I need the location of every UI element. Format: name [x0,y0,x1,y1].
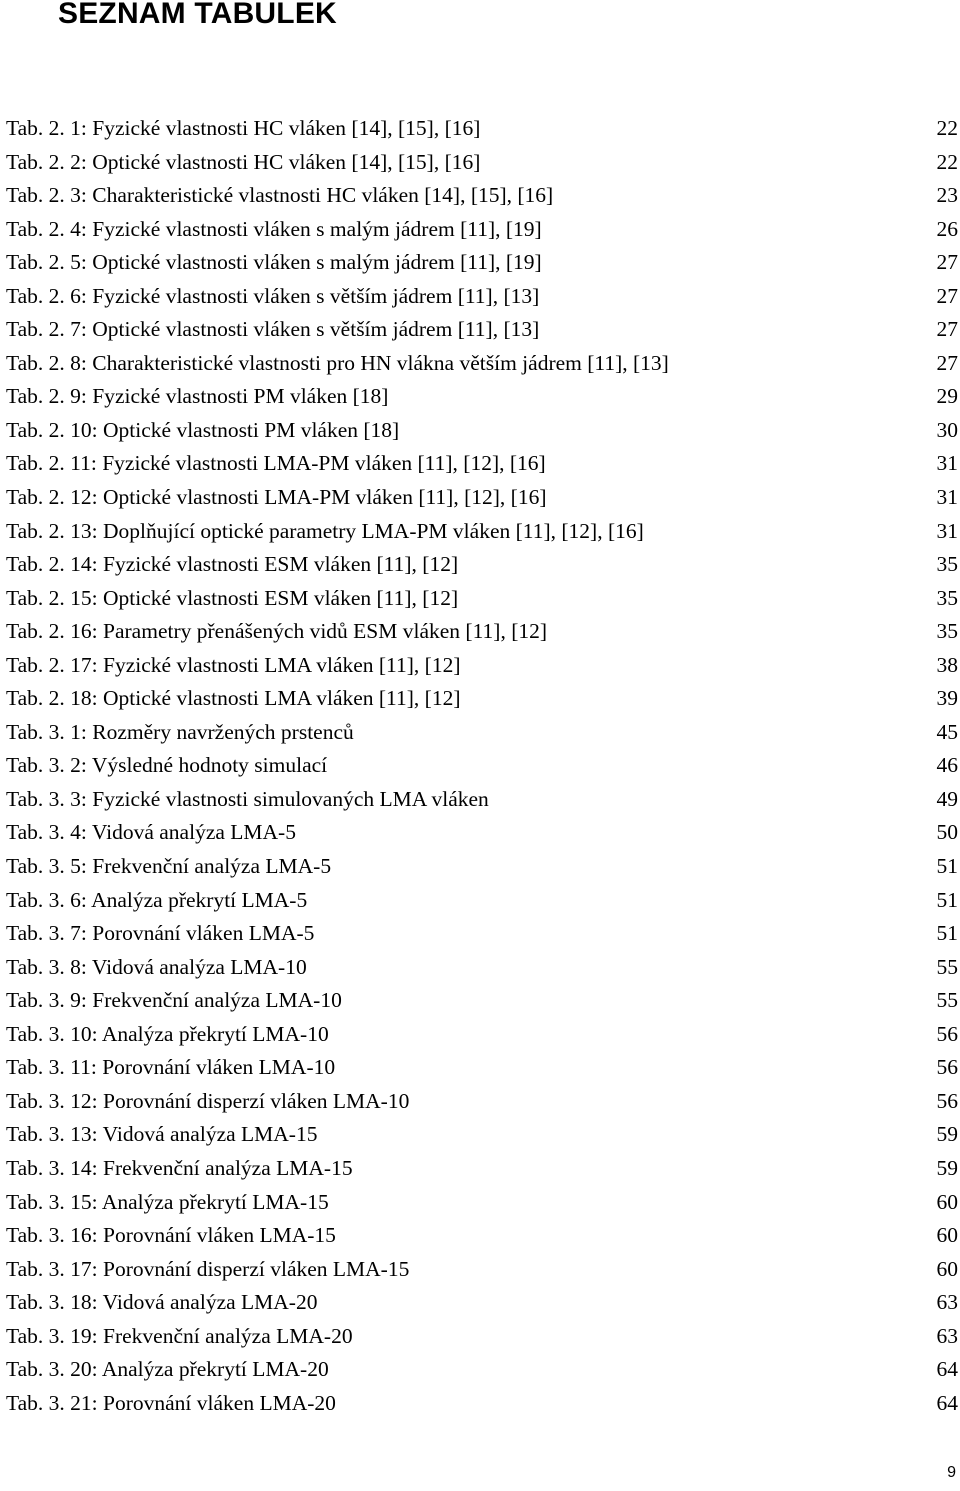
list-item[interactable] [0,951,960,985]
list-item[interactable] [0,1152,960,1186]
list-item-title: Tab. 3. 6: Analýza překrytí LMA-5 [6,887,308,912]
list-item[interactable] [0,146,960,180]
page-number: 9 [947,1464,956,1481]
list-item[interactable] [0,112,960,146]
list-item[interactable] [0,582,960,616]
list-item[interactable] [0,1387,960,1421]
list-item-page: 64 [936,1357,958,1382]
list-item[interactable] [0,213,960,247]
list-item-title: Tab. 3. 5: Frekvenční analýza LMA-5 [6,854,332,879]
list-item-page: 60 [936,1189,958,1214]
list-item-title: Tab. 2. 5: Optické vlastnosti vláken s malým jádrem [11], [19] [6,250,542,275]
list-item[interactable] [0,548,960,582]
list-item[interactable] [0,984,960,1018]
list-item-title: Tab. 3. 7: Porovnání vláken LMA-5 [6,921,315,946]
list-item-title: Tab. 2. 2: Optické vlastnosti HC vláken [14], [15], [16] [6,149,481,174]
list-item[interactable] [0,1186,960,1220]
list-item[interactable] [0,1219,960,1253]
list-item-title: Tab. 3. 19: Frekvenční analýza LMA-20 [6,1323,353,1348]
list-item-title: Tab. 3. 10: Analýza překrytí LMA-10 [6,1021,329,1046]
list-item[interactable] [0,481,960,515]
list-item[interactable] [0,515,960,549]
list-item-title: Tab. 2. 1: Fyzické vlastnosti HC vláken [14], [15], [16] [6,116,481,140]
list-item[interactable] [0,1018,960,1052]
list-item[interactable] [0,1051,960,1085]
list-item-page: 26 [936,216,958,241]
list-item-title: Tab. 2. 8: Charakteristické vlastnosti pro HN vlákna větším jádrem [11], [13] [6,350,669,375]
list-item-page: 63 [936,1290,958,1315]
list-item-page: 22 [936,149,958,174]
list-item-title: Tab. 3. 11: Porovnání vláken LMA-10 [6,1055,336,1080]
list-item[interactable] [0,850,960,884]
list-item-title: Tab. 2. 16: Parametry přenášených vidů ESM vláken [11], [12] [6,619,548,644]
list-item-page: 64 [936,1390,958,1415]
list-item[interactable] [0,615,960,649]
list-item[interactable] [0,716,960,750]
list-item-title: Tab. 2. 11: Fyzické vlastnosti LMA-PM vláken [11], [12], [16] [6,451,546,476]
list-item-title: Tab. 2. 15: Optické vlastnosti ESM vláken [11], [12] [6,585,459,610]
list-item-title: Tab. 3. 4: Vidová analýza LMA-5 [6,820,296,845]
list-item[interactable] [0,179,960,213]
list-item-title: Tab. 2. 3: Charakteristické vlastnosti HC vláken [14], [15], [16] [6,183,554,208]
list-item[interactable] [0,917,960,951]
list-item-page: 51 [936,854,958,879]
list-item[interactable] [0,884,960,918]
list-item-page: 56 [936,1021,958,1046]
list-item-page: 35 [936,619,958,644]
list-item-page: 31 [936,485,958,510]
list-item[interactable] [0,380,960,414]
list-item[interactable] [0,1353,960,1387]
list-item[interactable] [0,246,960,280]
list-item-title: Tab. 3. 17: Porovnání disperzí vláken LMA-15 [6,1256,410,1281]
list-item-page: 27 [936,283,958,308]
list-item[interactable] [0,447,960,481]
list-item-page: 60 [936,1223,958,1248]
list-item-title: Tab. 2. 13: Doplňující optické parametry LMA-PM vláken [11], [12], [16] [6,518,644,543]
list-item[interactable] [0,280,960,314]
list-item-page: 56 [936,1088,958,1113]
list-item[interactable] [0,816,960,850]
list-item-title: Tab. 3. 1: Rozměry navržených prstenců [6,719,354,744]
list-item-page: 63 [936,1323,958,1348]
list-item-page: 27 [936,317,958,342]
list-item-page: 29 [936,384,958,409]
list-item-title: Tab. 2. 10: Optické vlastnosti PM vláken [18] [6,417,400,442]
list-item-page: 27 [936,350,958,375]
list-item-title: Tab. 3. 15: Analýza překrytí LMA-15 [6,1189,329,1214]
list-item-title: Tab. 3. 12: Porovnání disperzí vláken LMA-10 [6,1088,410,1113]
list-item-page: 30 [936,417,958,442]
list-item-page: 51 [936,921,958,946]
list-item[interactable] [0,749,960,783]
list-item[interactable] [0,1320,960,1354]
list-item-title: Tab. 2. 7: Optické vlastnosti vláken s větším jádrem [11], [13] [6,317,540,342]
list-item-title: Tab. 3. 14: Frekvenční analýza LMA-15 [6,1155,353,1180]
list-item-title: Tab. 2. 9: Fyzické vlastnosti PM vláken [18] [6,384,389,409]
list-item[interactable] [0,1085,960,1119]
list-item-title: Tab. 3. 13: Vidová analýza LMA-15 [6,1122,318,1147]
list-item-title: Tab. 2. 18: Optické vlastnosti LMA vláken [11], [12] [6,686,461,711]
list-item[interactable] [0,1286,960,1320]
list-item-title: Tab. 2. 17: Fyzické vlastnosti LMA vláken [11], [12] [6,652,461,677]
list-item-page: 55 [936,988,958,1013]
list-item-page: 60 [936,1256,958,1281]
list-item-page: 31 [936,518,958,543]
list-item-page: 59 [936,1122,958,1147]
list-item[interactable] [0,783,960,817]
list-item-title: Tab. 3. 21: Porovnání vláken LMA-20 [6,1390,336,1415]
list-item-title: Tab. 3. 3: Fyzické vlastnosti simulovaných LMA vláken [6,786,489,811]
list-item[interactable] [0,414,960,448]
list-item[interactable] [0,347,960,381]
table-list [0,112,960,1420]
list-item[interactable] [0,649,960,683]
list-item[interactable] [0,1118,960,1152]
list-item-page: 35 [936,585,958,610]
list-item-page: 22 [936,116,958,140]
list-item-page: 49 [936,786,958,811]
list-item-page: 38 [936,652,958,677]
list-item-page: 56 [936,1055,958,1080]
list-item-page: 31 [936,451,958,476]
list-item-title: Tab. 3. 16: Porovnání vláken LMA-15 [6,1223,336,1248]
list-item-title: Tab. 2. 4: Fyzické vlastnosti vláken s malým jádrem [11], [19] [6,216,542,241]
list-item-title: Tab. 3. 9: Frekvenční analýza LMA-10 [6,988,342,1013]
list-item-title: Tab. 3. 2: Výsledné hodnoty simulací [6,753,328,778]
page-title: SEZNAM TABULEK [58,0,337,30]
list-item-page: 55 [936,954,958,979]
list-item-title: Tab. 3. 8: Vidová analýza LMA-10 [6,954,307,979]
list-item-title: Tab. 2. 6: Fyzické vlastnosti vláken s větším jádrem [11], [13] [6,283,540,308]
list-item-page: 51 [936,887,958,912]
list-item-page: 50 [936,820,958,845]
list-item-page: 46 [936,753,958,778]
list-item-page: 35 [936,552,958,577]
list-item[interactable] [0,1253,960,1287]
list-item-page: 45 [936,719,958,744]
list-item[interactable] [0,682,960,716]
list-item-page: 27 [936,250,958,275]
list-item-title: Tab. 2. 12: Optické vlastnosti LMA-PM vláken [11], [12], [16] [6,485,547,510]
list-item-title: Tab. 2. 14: Fyzické vlastnosti ESM vláken [11], [12] [6,552,459,577]
list-item-title: Tab. 3. 20: Analýza překrytí LMA-20 [6,1357,329,1382]
list-item-page: 59 [936,1155,958,1180]
list-item-title: Tab. 3. 18: Vidová analýza LMA-20 [6,1290,318,1315]
list-item-page: 39 [936,686,958,711]
list-item[interactable] [0,313,960,347]
list-item-page: 23 [936,183,958,208]
